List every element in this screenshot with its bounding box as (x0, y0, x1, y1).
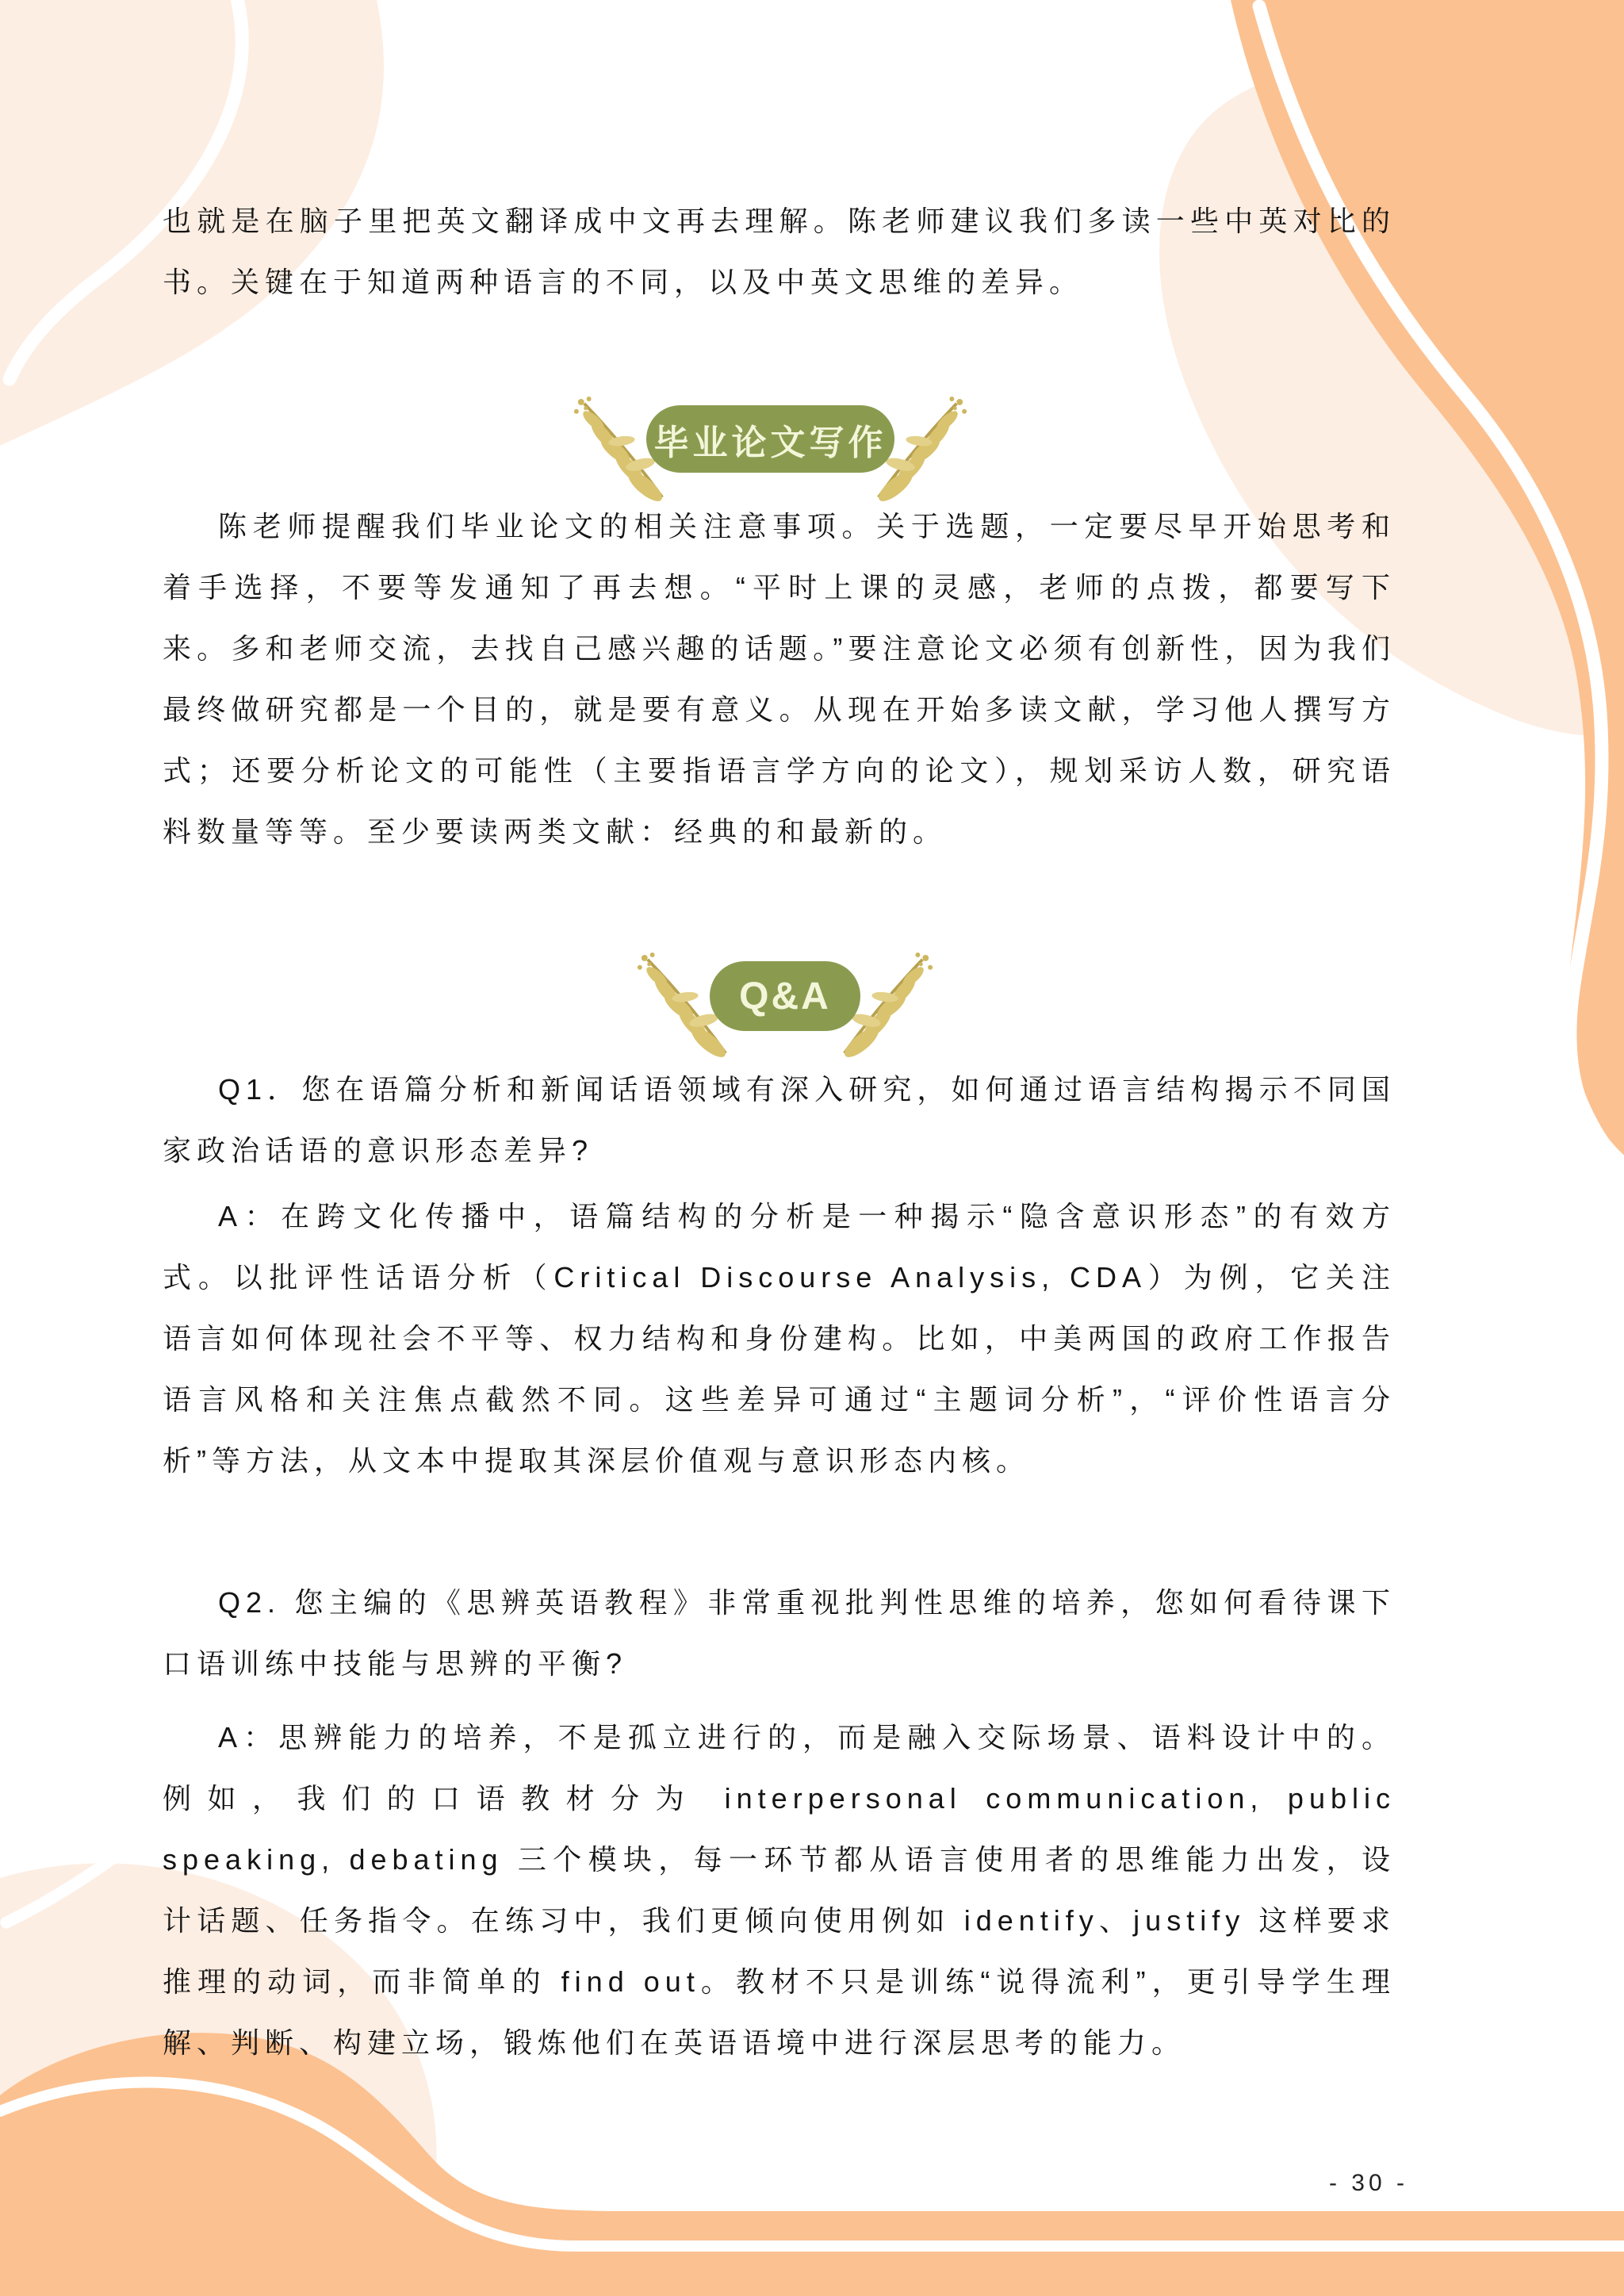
banner-title: 毕业论文写作 (653, 423, 887, 462)
paragraph-intro: 也就是在脑子里把英文翻译成中文再去理解。陈老师建议我们多读一些中英对比的书。关键在于知道两种语言的不同，以及中英文思维的差异。 (163, 205, 1396, 298)
paragraph-answer-1: A：在跨文化传播中，语篇结构的分析是一种揭示“隐含意识形态”的有效方式。以批评性话语分析（Critical Discourse Analysis, CDA）为例，它关注语言如何体现社会不平等、权力结构和身份建构。比如，中美两国的政府工作报告语言风格和关注焦点截然不同。这些差异可通过“主题词分析”，“评价性语言分析”等方法，从文本中提取其深层价值观与意识形态内核。 (163, 1200, 1396, 1477)
paragraph-question-1: Q1．您在语篇分析和新闻话语领域有深入研究，如何通过语言结构揭示不同国家政治话语的意识形态差异? (163, 1073, 1396, 1167)
banner-pill (646, 405, 894, 473)
paragraph-question-2: Q2. 您主编的《思辨英语教程》非常重视批判性思维的培养，您如何看待课下口语训练中技能与思辨的平衡? (163, 1586, 1396, 1680)
section-banner-qa (710, 961, 860, 1031)
banner-title: Q&A (739, 975, 831, 1018)
paragraph-thesis-notes: 陈老师提醒我们毕业论文的相关注意事项。关于选题，一定要尽早开始思考和着手选择，不要等发通知了再去想。“平时上课的灵感，老师的点拨，都要写下来。多和老师交流，去找自己感兴趣的话题。”要注意论文必须有创新性，因为我们最终做研究都是一个目的，就是要有意义。从现在开始多读文献，学习他人撰写方式；还要分析论文的可能性（主要指语言学方向的论文），规划采访人数，研究语料数量等等。至少要读两类文献：经典的和最新的。 (163, 510, 1396, 848)
section-banner-thesis-writing (646, 405, 894, 473)
paragraph-answer-2: A：思辨能力的培养，不是孤立进行的，而是融入交际场景、语料设计中的。例如，我们的口语教材分为 interpersonal communication, public speaking, debating 三个模块，每一环节都从语言使用者的思维能力出发，设计话题、任务指令。在练习中，我们更倾向使用例如 identify、justify 这样要求推理的动词，而非简单的 find out。教材不只是训练“说得流利”，更引导学生理解、判断、构建立场，锻炼他们在英语语境中进行深层思考的能力。 (163, 1721, 1396, 2059)
page-number: - 30 - (1328, 2170, 1408, 2196)
banner-pill (710, 961, 860, 1031)
